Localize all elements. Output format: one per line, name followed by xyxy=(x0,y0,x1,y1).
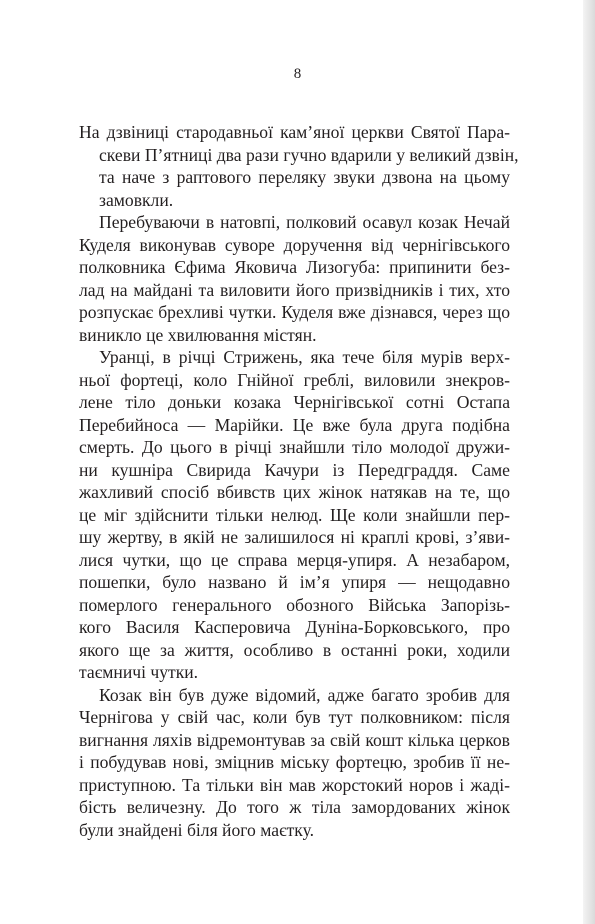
text-line: бість величезну. До того ж тіла замордованих жінок xyxy=(79,797,510,817)
text-line: полковника Єфима Яковича Лизогуба: припинити без- xyxy=(79,257,510,277)
text-line: і побудував нові, зміцнив міську фортецю, зробив її не- xyxy=(79,752,510,772)
page-number: 8 xyxy=(293,66,302,82)
text-line: якого ще за життя, особливо в останні роки, ходили xyxy=(79,639,510,660)
text-line: Перебийноса — Марійки. Це вже була друга подібна xyxy=(79,414,510,435)
text-line: приступною. Та тільки він мав жорстокий норов і жаді- xyxy=(79,774,510,795)
text-line: таємничі чутки. xyxy=(79,662,199,682)
paragraph-2 xyxy=(79,211,510,346)
text-line: Куделя виконував суворе доручення від чернігівського xyxy=(79,234,510,255)
body-text xyxy=(79,121,519,841)
text-line: це міг здійснити тільки нелюд. Ще коли знайшли пер- xyxy=(79,504,510,525)
text-line: були знайдені біля його маєтку. xyxy=(79,819,315,840)
text-line: пошепки, було названо й ім’я упиря — нещодавно xyxy=(79,572,510,592)
text-line: Козак він був дуже відомий, адже багато зробив для xyxy=(99,684,510,705)
text-line: Уранці, в річці Стрижень, яка тече біля мурів верх- xyxy=(99,347,510,367)
paragraph-1 xyxy=(79,121,519,211)
text-line: Перебуваючи в натовпі, полковий осавул козак Нечай xyxy=(99,212,510,232)
text-line: лад на майдані та виловити його призвідників і тих, хто xyxy=(79,279,510,300)
text-line: та наче з раптового переляку звуки дзвона на цьому xyxy=(99,167,510,187)
page-edge-shadow xyxy=(583,0,595,924)
text-line: кого Василя Касперовича Дуніна-Борковського, про xyxy=(79,617,510,637)
text-line: лися чутки, що це справа мерця-упиря. А незабаром, xyxy=(79,549,510,570)
text-line: лене тіло доньки козака Чернігівської сотні Остапа xyxy=(79,392,510,412)
text-line: ни кушніра Свирида Качури із Передграддя. Саме xyxy=(79,459,510,480)
text-line: жахливий спосіб вбивств цих жінок натякав на те, що xyxy=(79,482,510,502)
text-line: виникло це хвилювання містян. xyxy=(79,324,317,345)
paragraph-4 xyxy=(79,684,510,842)
text-line: смерть. До цього в річці знайшли тіло молодої дружи- xyxy=(79,437,510,457)
text-line: вигнання ляхів відремонтував за свій кошт кілька церков xyxy=(79,729,510,750)
text-line: розпускає брехливі чутки. Куделя вже дізнався, через що xyxy=(79,302,510,322)
text-line: ньої фортеці, коло Гнійної греблі, виловили знекров- xyxy=(79,369,510,390)
text-line: Чернігова у свій час, коли був тут полковником: після xyxy=(79,707,510,727)
paragraph-3 xyxy=(79,346,510,684)
text-line: померлого генерального обозного Війська Запорізь- xyxy=(79,594,510,615)
text-line: замовкли. xyxy=(99,189,174,210)
text-line: шу жертву, в якій не залишилося ні краплі крові, з’яви- xyxy=(79,527,510,547)
text-line: скеви П’ятниці два рази гучно вдарили у великий дзвін, xyxy=(99,144,519,165)
text-line: На дзвіниці стародавньої кам’яної церкви Святої Пара- xyxy=(79,122,510,142)
